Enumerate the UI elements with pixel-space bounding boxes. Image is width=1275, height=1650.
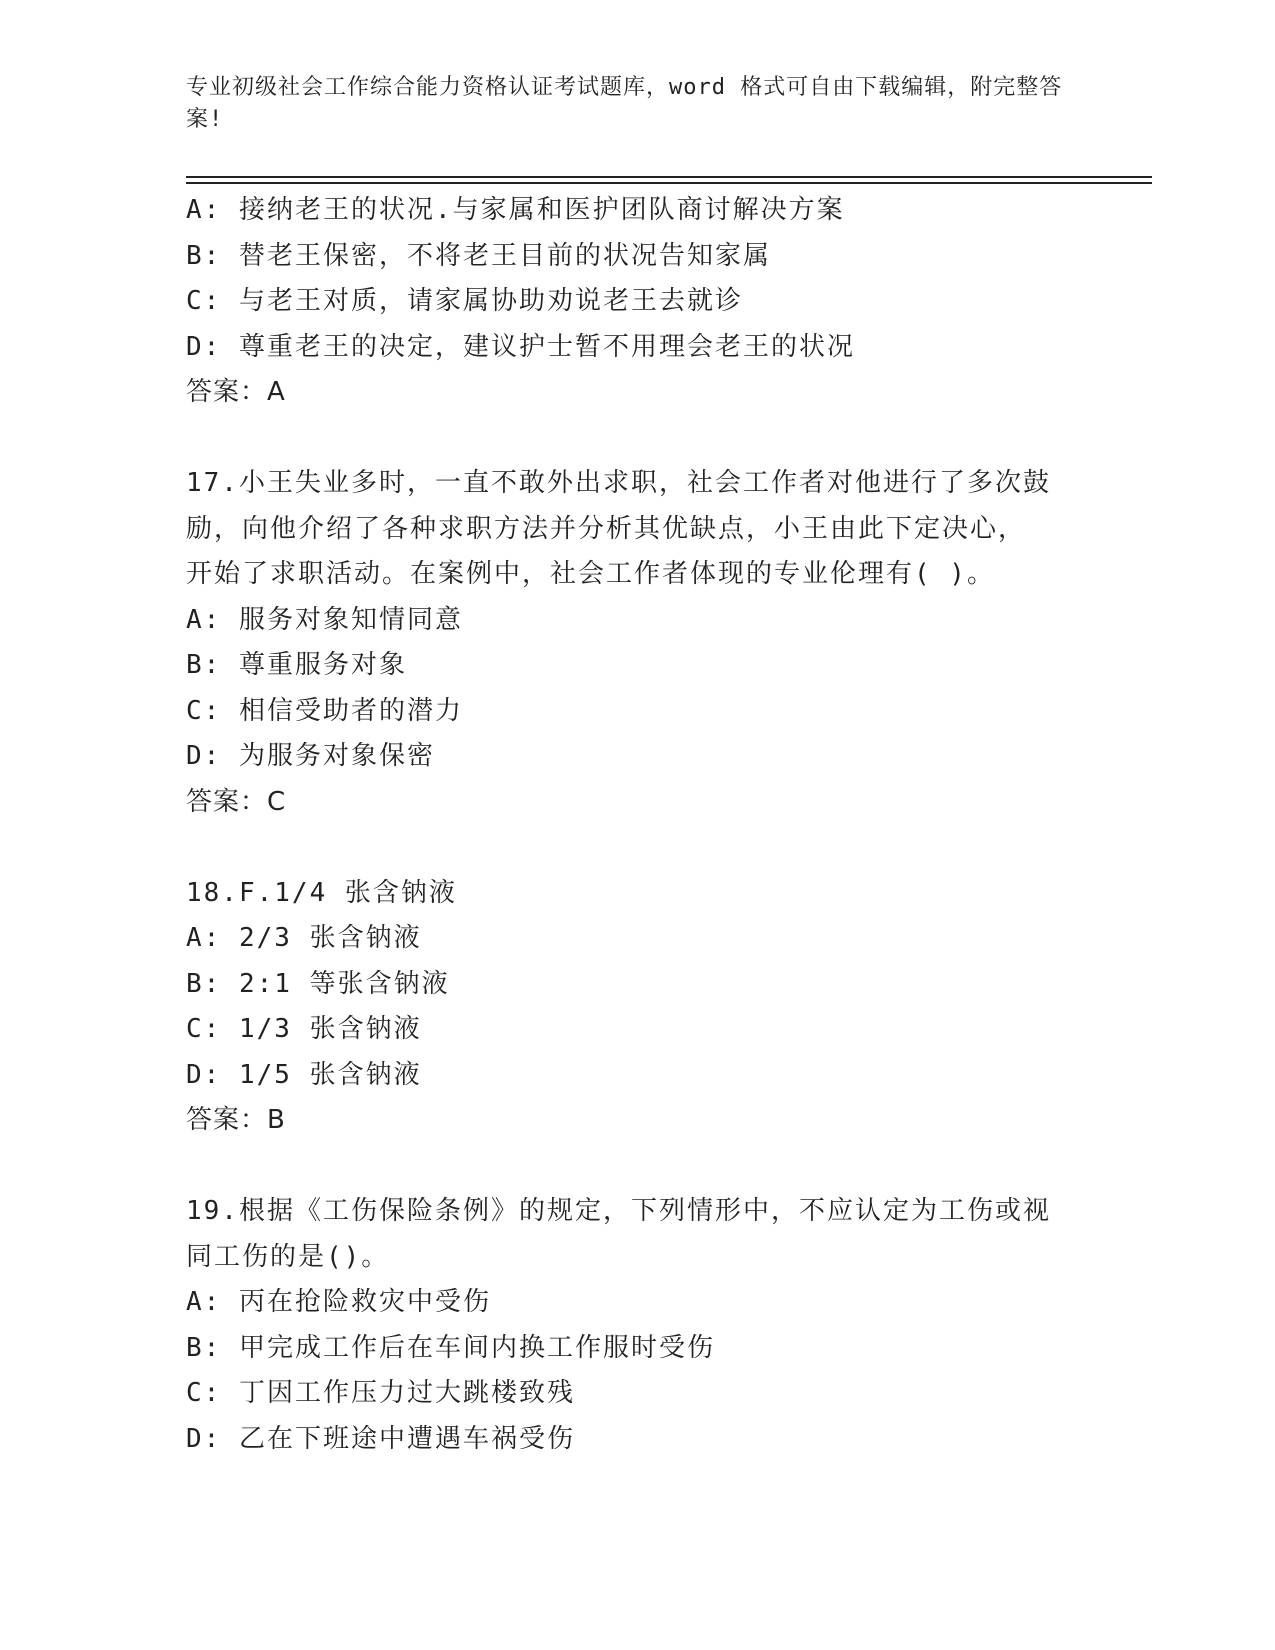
q17-option-b: B: 尊重服务对象	[186, 650, 407, 680]
q16-answer: 答案：A	[186, 377, 286, 407]
q18-option-d: D: 1/5 张含钠液	[186, 1059, 422, 1090]
header-rule-top	[186, 176, 1152, 178]
q19-option-c: C: 丁因工作压力过大跳楼致残	[186, 1378, 575, 1408]
q19-option-b: B: 甲完成工作后在车间内换工作服时受伤	[186, 1332, 715, 1363]
spacer	[186, 825, 1086, 871]
q17-stem-line-2: 励，向他介绍了各种求职方法并分析其优缺点，小王由此下定决心，	[186, 513, 1027, 544]
q16-option-b: B: 替老王保密，不将老王目前的状况告知家属	[186, 240, 771, 271]
question-16	[186, 188, 1086, 416]
q19-option-d: D: 乙在下班途中遭遇车祸受伤	[186, 1423, 575, 1454]
q17-stem-line-3: 开始了求职活动。在案例中，社会工作者体现的专业伦理有( )。	[186, 559, 995, 589]
q19-stem-line-2: 同工伤的是()。	[186, 1241, 390, 1272]
q18-option-a: A: 2/3 张含钠液	[186, 923, 422, 953]
q18-option-b: B: 2:1 等张含钠液	[186, 968, 450, 999]
spacer	[186, 1144, 1086, 1190]
question-19	[186, 1189, 1086, 1462]
question-18	[186, 871, 1086, 1144]
q18-stem-line-1: 18.F.1/4 张含钠液	[186, 877, 457, 908]
question-content	[186, 188, 1086, 1462]
q16-option-c: C: 与老王对质，请家属协助劝说老王去就诊	[186, 286, 743, 316]
spacer	[186, 416, 1086, 462]
q17-stem-line-1: 17.小王失业多时，一直不敢外出求职，社会工作者对他进行了多次鼓	[186, 468, 1051, 498]
q19-stem-line-1: 19.根据《工伤保险条例》的规定，下列情形中，不应认定为工伤或视	[186, 1196, 1051, 1226]
q16-option-a: A: 接纳老王的状况.与家属和医护团队商讨解决方案	[186, 195, 845, 225]
q19-option-a: A: 丙在抢险救灾中受伤	[186, 1287, 491, 1317]
q17-option-a: A: 服务对象知情同意	[186, 604, 463, 635]
q17-option-c: C: 相信受助者的潜力	[186, 695, 463, 726]
q16-option-d: D: 尊重老王的决定，建议护士暂不用理会老王的状况	[186, 331, 855, 362]
q17-option-d: D: 为服务对象保密	[186, 741, 435, 771]
q17-answer: 答案：C	[186, 786, 287, 817]
q18-option-c: C: 1/3 张含钠液	[186, 1014, 422, 1044]
page-header: 专业初级社会工作综合能力资格认证考试题库，word 格式可自由下载编辑，附完整答案!	[186, 75, 1063, 132]
header-rule-bottom	[186, 182, 1152, 184]
question-17	[186, 461, 1086, 825]
q18-answer: 答案：B	[186, 1105, 286, 1135]
